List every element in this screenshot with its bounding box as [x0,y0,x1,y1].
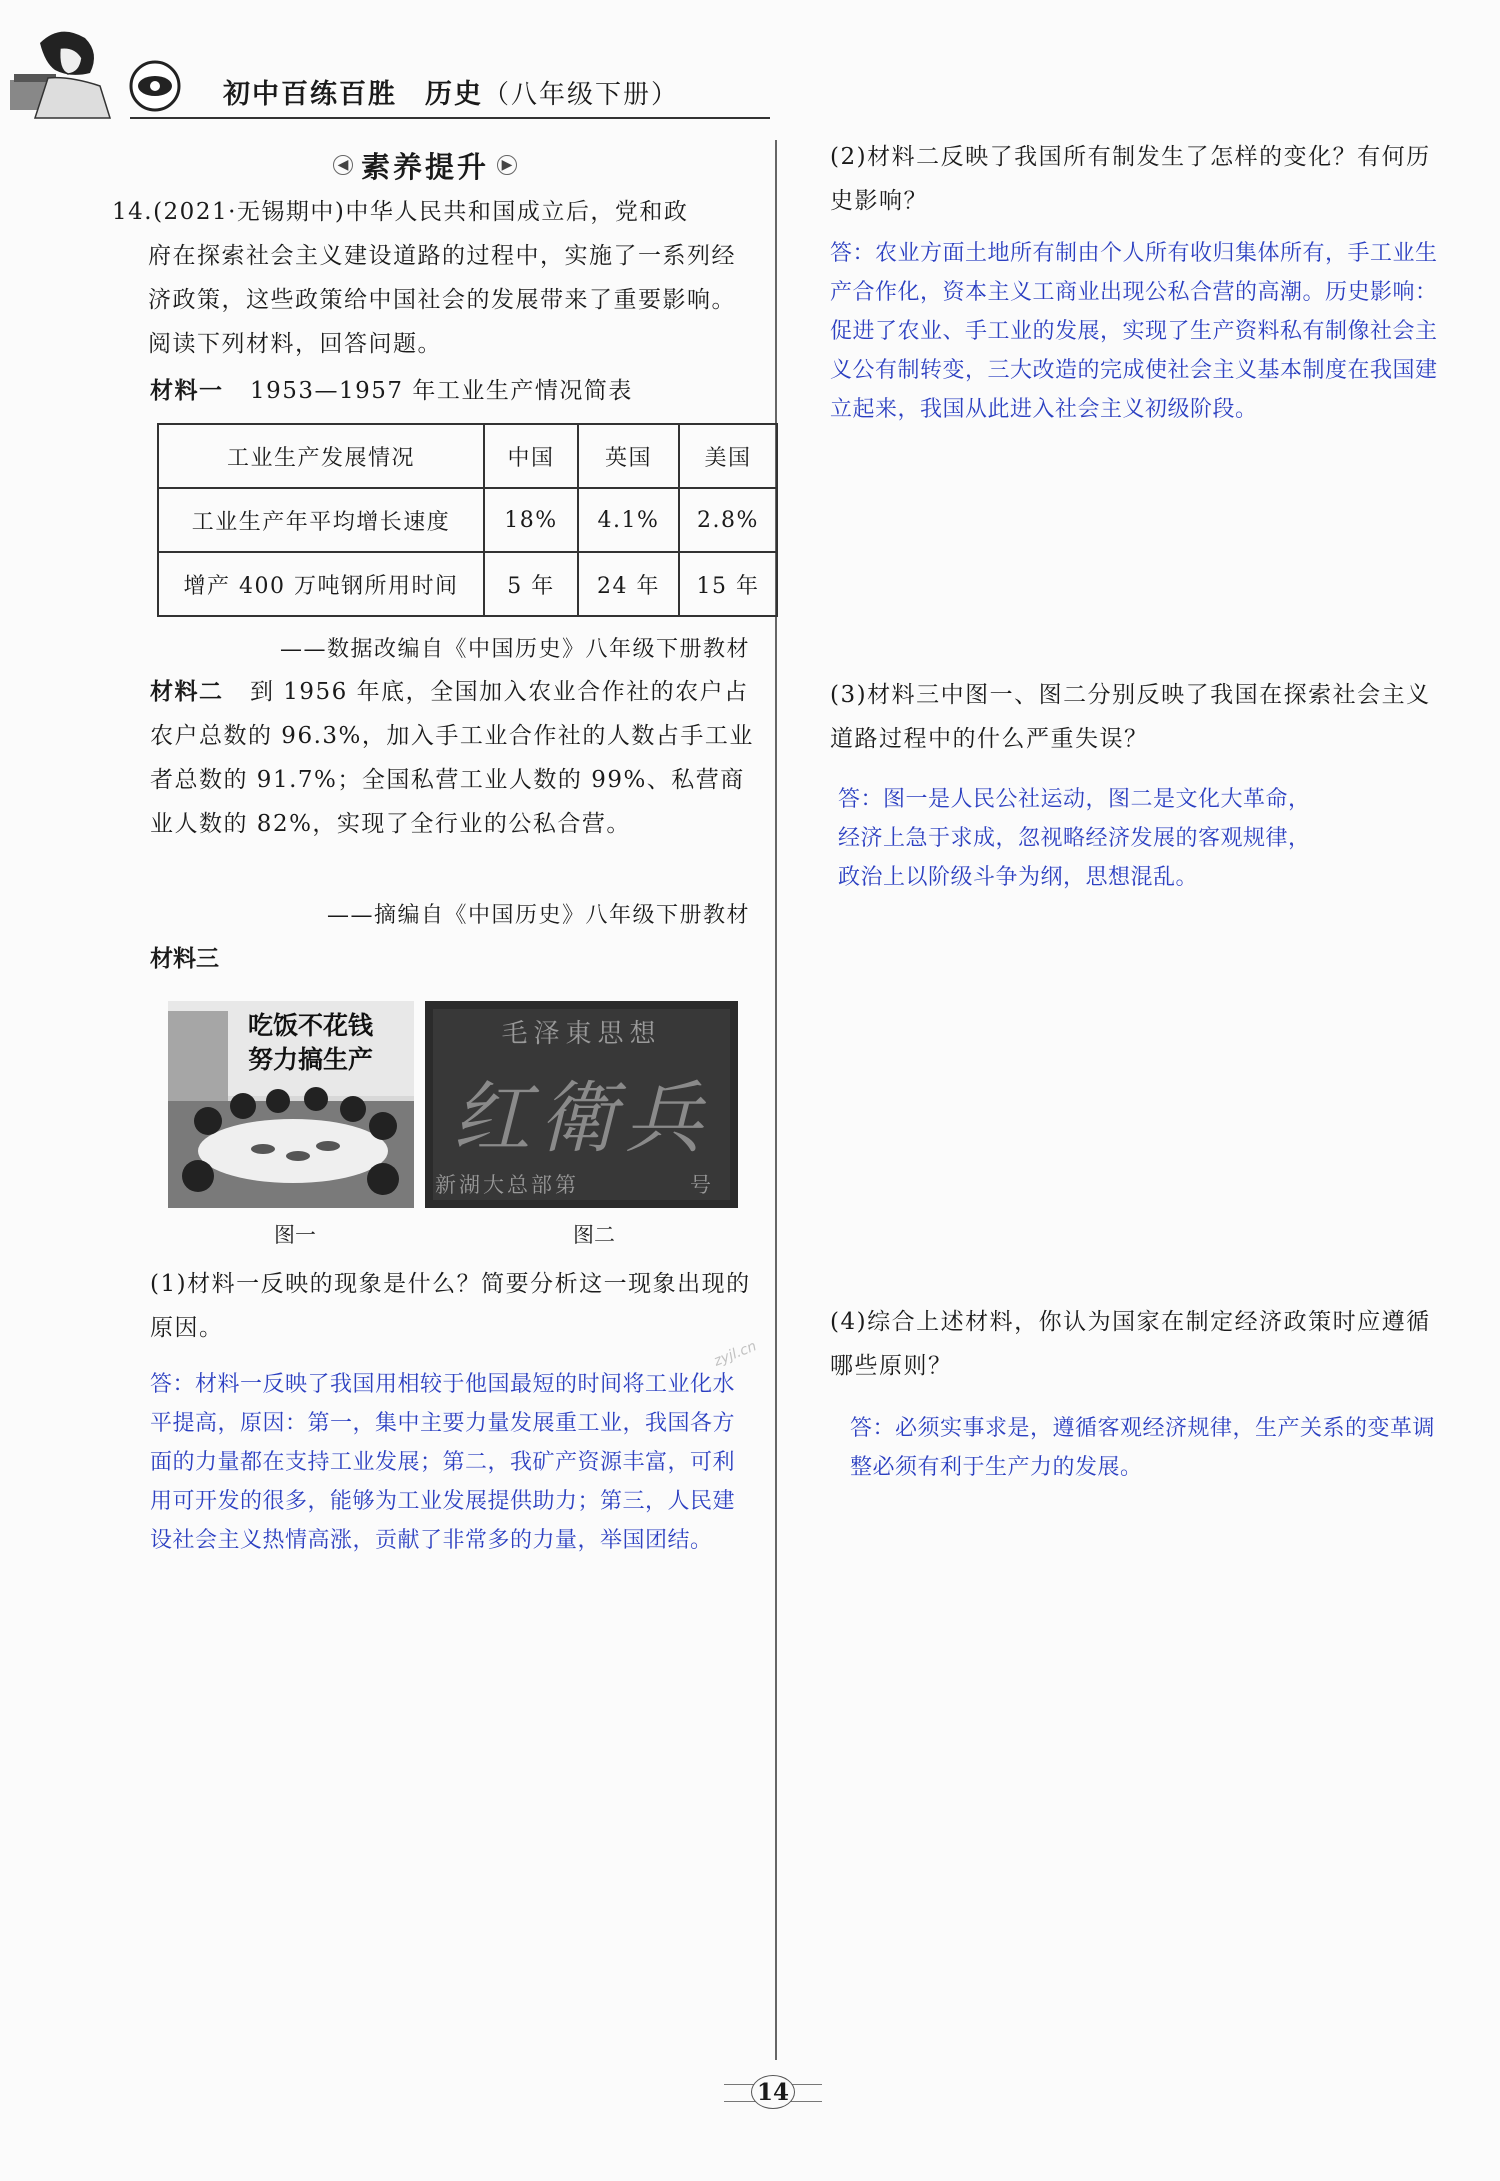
page-number-text: 14 [751,2075,795,2109]
page-number [724,2072,822,2112]
material2-text: 到 1956 年底，全国加入农业合作社的农户占农户总数的 96.3%，加入手工业合作社的人数占手工业者总数的 91.7%；全国私营工业人数的 99%、私营商业人数的 82%，实现了全行业的公私合营。 [150,679,754,837]
table-cell: 工业生产年平均增长速度 [158,488,484,552]
question1: (1)材料一反映的现象是什么？简要分析这一现象出现的原因。 [150,1271,751,1341]
table-row [158,552,777,616]
table-cell: 24 年 [578,552,679,616]
answer1: 答：材料一反映了我国用相较于他国最短的时间将工业化水平提高，原因：第一，集中主要力量发展重工业，我国各方面的力量都在支持工业发展；第二，我矿产资源丰富，可利用可开发的很多，能够为工业发展提供助力；第三，人民建设社会主义热情高涨，贡献了非常多的力量，举国团结。 [150,1372,736,1553]
figure2-top-text: 毛泽東思想 [501,1019,662,1049]
table-header-cell: 中国 [484,424,578,488]
material2-source: ——摘编自《中国历史》八年级下册教材 [326,903,750,928]
table-cell: 增产 400 万吨钢所用时间 [158,552,484,616]
right-triangle-icon: ▶ [497,155,517,175]
answer3 [838,780,1398,897]
answer3-line: 政治上以阶级斗争为纲，思想混乱。 [838,865,1199,890]
table-header-cell: 工业生产发展情况 [158,424,484,488]
question-intro-first: 中华人民共和国成立后，党和政 [345,199,689,225]
watermark: zyjl.cn [711,1338,759,1370]
table-row [158,488,777,552]
table-header-cell: 美国 [679,424,777,488]
figure2-bottom-right: 号 [690,1173,711,1197]
answer3-line: 答：图一是人民公社运动，图二是文化大革命， [838,787,1311,812]
series-name: 初中百练百胜 [223,79,397,110]
material3-label: 材料三 [150,946,219,972]
table-cell: 18% [484,488,578,552]
material1-caption-text: 1953—1957 年工业生产情况简表 [249,378,633,404]
figure1-slogan-line1: 吃饭不花钱 [248,1011,374,1040]
header-illustration [0,18,215,128]
material1-caption [150,372,633,405]
figure2-bottom-left: 新湖大总部第 [435,1173,579,1197]
section-title: 素养提升 [360,149,489,184]
answer2: 答：农业方面土地所有制由个人所有收归集体所有，手工业生产合作化，资本主义工商业出现公私合营的高潮。历史影响：促进了农业、手工业的发展，实现了生产资料私有制像社会主义公有制转变，三大改造的完成使社会主义基本制度在我国建立起来，我国从此进入社会主义初级阶段。 [830,241,1438,422]
material2 [150,670,755,846]
question3: (3)材料三中图一、图二分别反映了我国在探索社会主义道路过程中的什么严重失误？ [830,682,1431,752]
figure2-caption: 图二 [573,1223,615,1247]
grade-label: （八年级下册） [483,80,680,110]
figure1-slogan [248,1009,373,1077]
figure1-slogan-line2: 努力搞生产 [248,1045,374,1074]
table-cell: 5 年 [484,552,578,616]
table-header-row [158,424,777,488]
question-intro-rest: 府在探索社会主义建设道路的过程中，实施了一系列经济政策，这些政策给中国社会的发展带来了重要影响。阅读下列材料，回答问题。 [148,243,736,357]
header-title [223,72,679,111]
material1-label: 材料一 [150,378,224,404]
material2-label: 材料二 [150,679,224,705]
question2: (2)材料二反映了我国所有制发生了怎样的变化？有何历史影响？ [830,144,1431,214]
answer4: 答：必须实事求是，遵循客观经济规律，生产关系的变革调整必须有利于生产力的发展。 [850,1416,1436,1480]
left-triangle-icon: ◀ [333,155,353,175]
answer3-line: 经济上急于求成，忽视略经济发展的客观规律， [838,826,1311,851]
section-banner [330,145,520,185]
material1-source: ——数据改编自《中国历史》八年级下册教材 [279,637,750,662]
figure2-armband [425,1001,738,1208]
table-cell: 2.8% [679,488,777,552]
industry-table [157,423,778,617]
subject-name: 历史 [425,79,483,110]
question4: (4)综合上述材料，你认为国家在制定经济政策时应遵循哪些原则？ [830,1309,1431,1379]
question-number: 14.(2021·无锡期中) [112,199,346,225]
question-intro [112,190,757,366]
header-rule [130,117,770,119]
table-cell: 4.1% [578,488,679,552]
figure2-main-text: 红衛兵 [452,1074,711,1164]
table-cell: 15 年 [679,552,777,616]
table-header-cell: 英国 [578,424,679,488]
figure1-caption: 图一 [274,1223,316,1247]
figure1-photo [168,1001,414,1208]
